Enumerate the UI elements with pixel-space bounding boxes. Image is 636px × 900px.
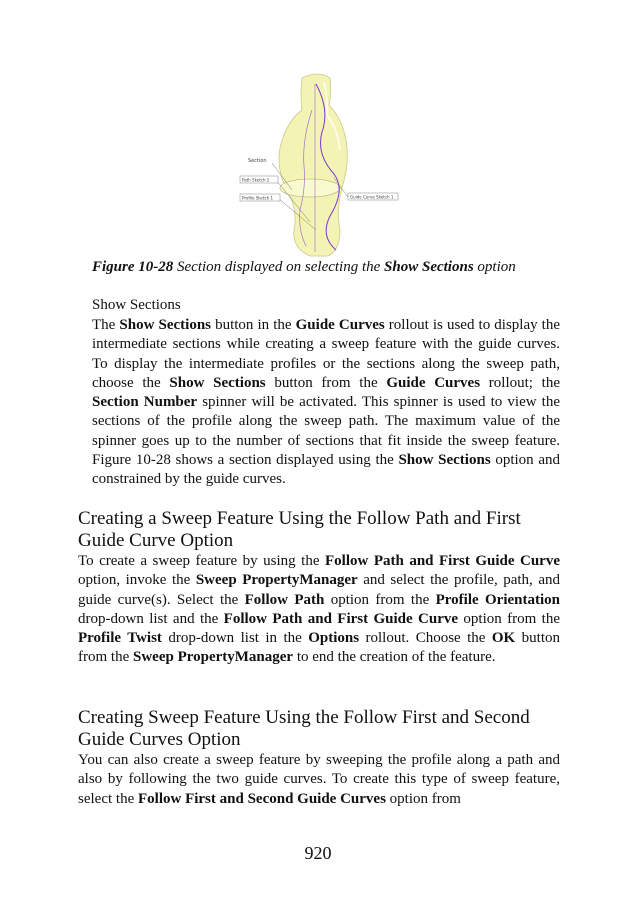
figure-10-28: [232, 70, 407, 260]
section-heading-follow-path: Creating a Sweep Feature Using the Follow Path and First Guide Curve Option: [78, 508, 521, 551]
page-number: 920: [304, 843, 332, 863]
figure-label-left-1: Path Sketch 1: [242, 177, 270, 183]
sweep-section-illustration: [232, 70, 407, 260]
section-heading-follow-first-second: Creating Sweep Feature Using the Follow First and Second Guide Curves Option: [78, 707, 530, 750]
figure-label-left-2: Profile Sketch 1: [242, 195, 274, 201]
follow-first-second-paragraph: You can also create a sweep feature by sweeping the profile along a path and also by following the two guide curves. To create this type of sweep feature, select the Follow First and Second Guide Curves option from: [78, 752, 560, 807]
figure-label-section: Section: [248, 158, 267, 164]
section-ellipse: [280, 179, 340, 197]
figure-label-right: Guide Curve Sketch 1: [350, 194, 394, 200]
caption-figure-number: Figure 10-28: [92, 259, 174, 275]
follow-path-paragraph: To create a sweep feature by using the Follow Path and First Guide Curve option, invoke the Sweep PropertyManager and select the profile, path, and guide curve(s). Select the Follow Path option from the Profile Orientation drop-down list and the Follow Path and First Guide Curve option from the Profile Twist drop-down list in the Options rollout. Choose the OK button from the Sweep PropertyManager to end the creation of the feature.: [78, 553, 560, 666]
sweep-body: [279, 74, 347, 256]
show-sections-paragraph: The Show Sections button in the Guide Curves rollout is used to display the intermediate sections while creating a sweep feature with the guide curves. To display the intermediate profiles or the sections along the sweep path, choose the Show Sections button from the Guide Curves rollout; the Section Number spinner will be activated. This spinner is used to view the sections of the profile along the sweep path. The maximum value of the spinner goes up to the number of sections that fit inside the sweep feature. Figure 10-28 shows a section displayed using the Show Sections option and constrained by the guide curves.: [92, 317, 561, 488]
show-sections-subheading: Show Sections: [92, 297, 181, 313]
figure-caption: Figure 10-28 Section displayed on selecting the Show Sections option: [92, 259, 516, 275]
